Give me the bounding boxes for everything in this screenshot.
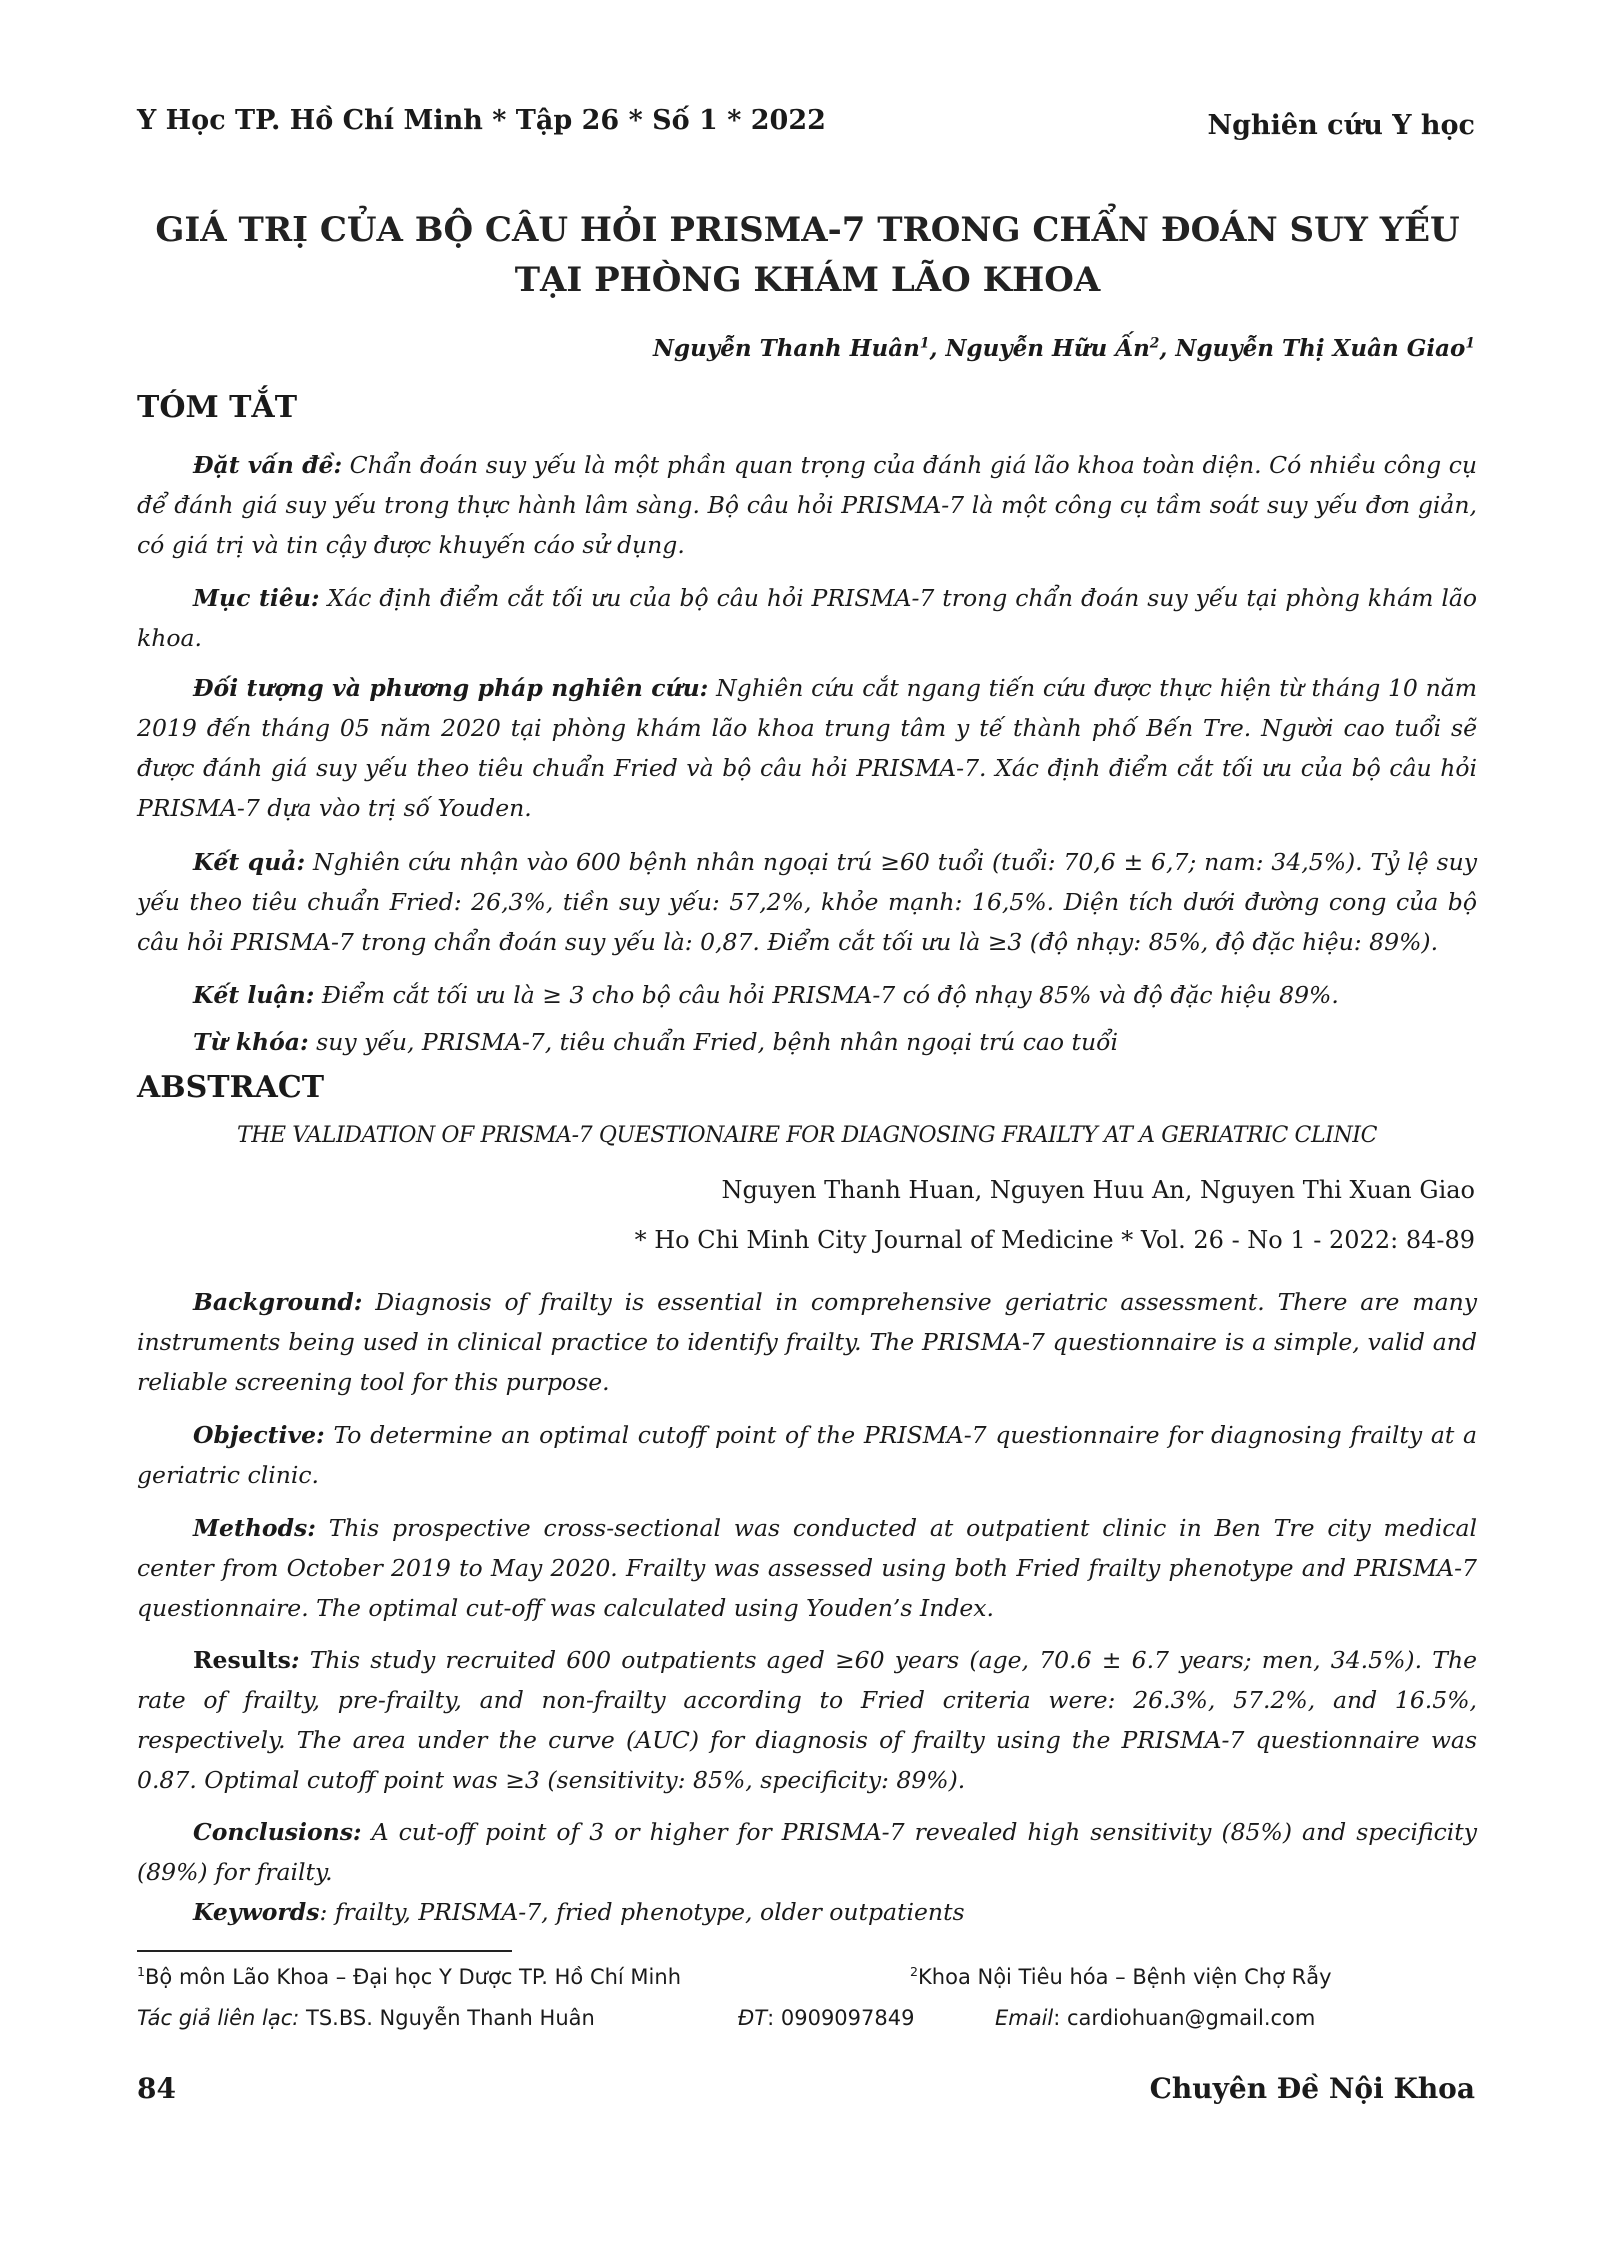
vi-background-paragraph <box>137 445 1477 565</box>
affiliation-2 <box>910 1965 1332 1989</box>
en-keywords-text: : frailty, PRISMA-7, fried phenotype, older outpatients <box>319 1898 965 1926</box>
en-methods-text: This prospective cross-sectional was conducted at outpatient clinic in Ben Tre city medical center from October 2019 to May 2020. Frailty was assessed using both Fried frailty phenotype and PRISMA-7 questionnaire. The optimal cut-off was calculated using Youden’s Index. <box>137 1514 1477 1622</box>
vi-abstract-heading: TÓM TẮT <box>137 390 298 425</box>
en-conclusions-text: A cut-off point of 3 or higher for PRISMA-7 revealed high sensitivity (85%) and specificity (89%) for frailty. <box>137 1818 1477 1886</box>
email-value: : cardiohuan@gmail.com <box>1053 2006 1316 2030</box>
issue-name: Chuyên Đề Nội Khoa <box>1149 2072 1475 2105</box>
section-header: Nghiên cứu Y học <box>1207 110 1475 141</box>
en-author-list: Nguyen Thanh Huan, Nguyen Huu An, Nguyen Thi Xuan Giao <box>721 1176 1475 1204</box>
author-1: Nguyễn Thanh Huân <box>653 335 920 362</box>
en-keywords-label: Keywords <box>193 1898 320 1926</box>
affiliation-1 <box>137 1965 681 1989</box>
author-list <box>653 335 1475 362</box>
affiliation-1-text: Bộ môn Lão Khoa – Đại học Y Dược TP. Hồ Chí Minh <box>145 1965 681 1989</box>
vi-conclusion-text: Điểm cắt tối ưu là ≥ 3 cho bộ câu hỏi PRISMA-7 có độ nhạy 85% và độ đặc hiệu 89%. <box>314 981 1339 1009</box>
vi-results-label: Kết quả: <box>193 848 306 876</box>
en-methods-label: Methods: <box>193 1514 316 1542</box>
en-results-paragraph <box>137 1640 1477 1800</box>
vi-objective-paragraph <box>137 578 1477 658</box>
vi-methods-label: Đối tượng và phương pháp nghiên cứu: <box>193 674 709 702</box>
affiliation-2-number: 2 <box>910 1964 919 1979</box>
en-results-label: Results <box>193 1646 291 1674</box>
en-results-colon: : <box>290 1646 300 1674</box>
vi-results-text: Nghiên cứu nhận vào 600 bệnh nhân ngoại trú ≥60 tuổi (tuổi: 70,6 ± 6,7; nam: 34,5%). Tỷ lệ suy yếu theo tiêu chuẩn Fried: 26,3%, tiền suy yếu: 57,2%, khỏe mạnh: 16,5%. Diện tích dưới đường cong của bộ câu hỏi PRISMA-7 trong chẩn đoán suy yếu là: 0,87. Điểm cắt tối ưu là ≥3 (độ nhạy: 85%, độ đặc hiệu: 89%). <box>137 848 1477 956</box>
en-keywords-paragraph <box>137 1892 1477 1932</box>
journal-header: Y Học TP. Hồ Chí Minh * Tập 26 * Số 1 * 2022 <box>137 105 826 136</box>
vi-objective-label: Mục tiêu: <box>193 584 320 612</box>
vi-keywords-label: Từ khóa: <box>193 1028 309 1056</box>
article-title <box>140 205 1475 305</box>
author-1-affiliation: 1 <box>919 335 930 352</box>
vi-background-text: Chẩn đoán suy yếu là một phần quan trọng của đánh giá lão khoa toàn diện. Có nhiều công cụ để đánh giá suy yếu trong thực hành lâm sàng. Bộ câu hỏi PRISMA-7 là một công cụ tầm soát suy yếu đơn giản, có giá trị và tin cậy được khuyến cáo sử dụng. <box>137 451 1477 559</box>
phone-info <box>738 2006 914 2030</box>
vi-keywords-paragraph <box>137 1022 1477 1062</box>
phone-label: ĐT <box>738 2006 768 2030</box>
en-conclusions-paragraph <box>137 1812 1477 1892</box>
en-conclusions-label: Conclusions: <box>193 1818 362 1846</box>
affiliation-1-number: 1 <box>137 1964 146 1979</box>
vi-background-label: Đặt vấn đề: <box>193 451 343 479</box>
author-separator: , <box>1159 335 1176 362</box>
corresponding-author-name: TS.BS. Nguyễn Thanh Huân <box>299 2006 595 2030</box>
en-journal-citation: * Ho Chi Minh City Journal of Medicine * Vol. 26 - No 1 - 2022: 84-89 <box>634 1226 1475 1254</box>
en-background-paragraph <box>137 1282 1477 1402</box>
vi-results-paragraph <box>137 842 1477 962</box>
vi-conclusion-label: Kết luận: <box>193 981 315 1009</box>
author-separator: , <box>929 335 946 362</box>
email-info <box>995 2006 1315 2030</box>
en-article-title: THE VALIDATION OF PRISMA-7 QUESTIONAIRE FOR DIAGNOSING FRAILTY AT A GERIATRIC CLINIC <box>236 1123 1378 1148</box>
corresponding-author-label: Tác giả liên lạc: <box>137 2006 300 2030</box>
author-2: Nguyễn Hữu Ấn <box>945 335 1150 362</box>
vi-methods-paragraph <box>137 668 1477 828</box>
en-background-label: Background: <box>193 1288 363 1316</box>
author-2-affiliation: 2 <box>1149 335 1160 352</box>
author-3-affiliation: 1 <box>1465 335 1475 352</box>
email-label: Email <box>995 2006 1054 2030</box>
en-results-text: This study recruited 600 outpatients aged ≥60 years (age, 70.6 ± 6.7 years; men, 34.5%). The rate of frailty, pre-frailty, and non-frailty according to Fried criteria were: 26.3%, 57.2%, and 16.5%, respectively. The area under the curve (AUC) for diagnosis of frailty using the PRISMA-7 questionnaire was 0.87. Optimal cutoff point was ≥3 (sensitivity: 85%, specificity: 89%). <box>137 1646 1477 1794</box>
en-objective-paragraph <box>137 1415 1477 1495</box>
en-methods-paragraph <box>137 1508 1477 1628</box>
vi-keywords-text: suy yếu, PRISMA-7, tiêu chuẩn Fried, bệnh nhân ngoại trú cao tuổi <box>308 1028 1118 1056</box>
en-objective-text: To determine an optimal cutoff point of the PRISMA-7 questionnaire for diagnosing frailty at a geriatric clinic. <box>137 1421 1477 1489</box>
en-background-text: Diagnosis of frailty is essential in comprehensive geriatric assessment. There are many instruments being used in clinical practice to identify frailty. The PRISMA-7 questionnaire is a simple, valid and reliable screening tool for this purpose. <box>137 1288 1477 1396</box>
vi-conclusion-paragraph <box>137 975 1477 1015</box>
phone-value: : 0909097849 <box>767 2006 915 2030</box>
corresponding-author <box>137 2006 595 2030</box>
page-number: 84 <box>137 2072 176 2105</box>
en-abstract-heading: ABSTRACT <box>137 1070 325 1105</box>
vi-methods-text: Nghiên cứu cắt ngang tiến cứu được thực hiện từ tháng 10 năm 2019 đến tháng 05 năm 2020 tại phòng khám lão khoa trung tâm y tế thành phố Bến Tre. Người cao tuổi sẽ được đánh giá suy yếu theo tiêu chuẩn Fried và bộ câu hỏi PRISMA-7. Xác định điểm cắt tối ưu của bộ câu hỏi PRISMA-7 dựa vào trị số Youden. <box>137 674 1478 822</box>
footnote-divider <box>137 1950 512 1952</box>
title-line-1: GIÁ TRỊ CỦA BỘ CÂU HỎI PRISMA-7 TRONG CHẨN ĐOÁN SUY YẾU <box>155 210 1460 250</box>
vi-objective-text: Xác định điểm cắt tối ưu của bộ câu hỏi PRISMA-7 trong chẩn đoán suy yếu tại phòng khám lão khoa. <box>137 584 1477 652</box>
author-3: Nguyễn Thị Xuân Giao <box>1175 335 1466 362</box>
affiliation-2-text: Khoa Nội Tiêu hóa – Bệnh viện Chợ Rẫy <box>918 1965 1332 1989</box>
title-line-2: TẠI PHÒNG KHÁM LÃO KHOA <box>514 260 1101 300</box>
en-objective-label: Objective: <box>193 1421 325 1449</box>
